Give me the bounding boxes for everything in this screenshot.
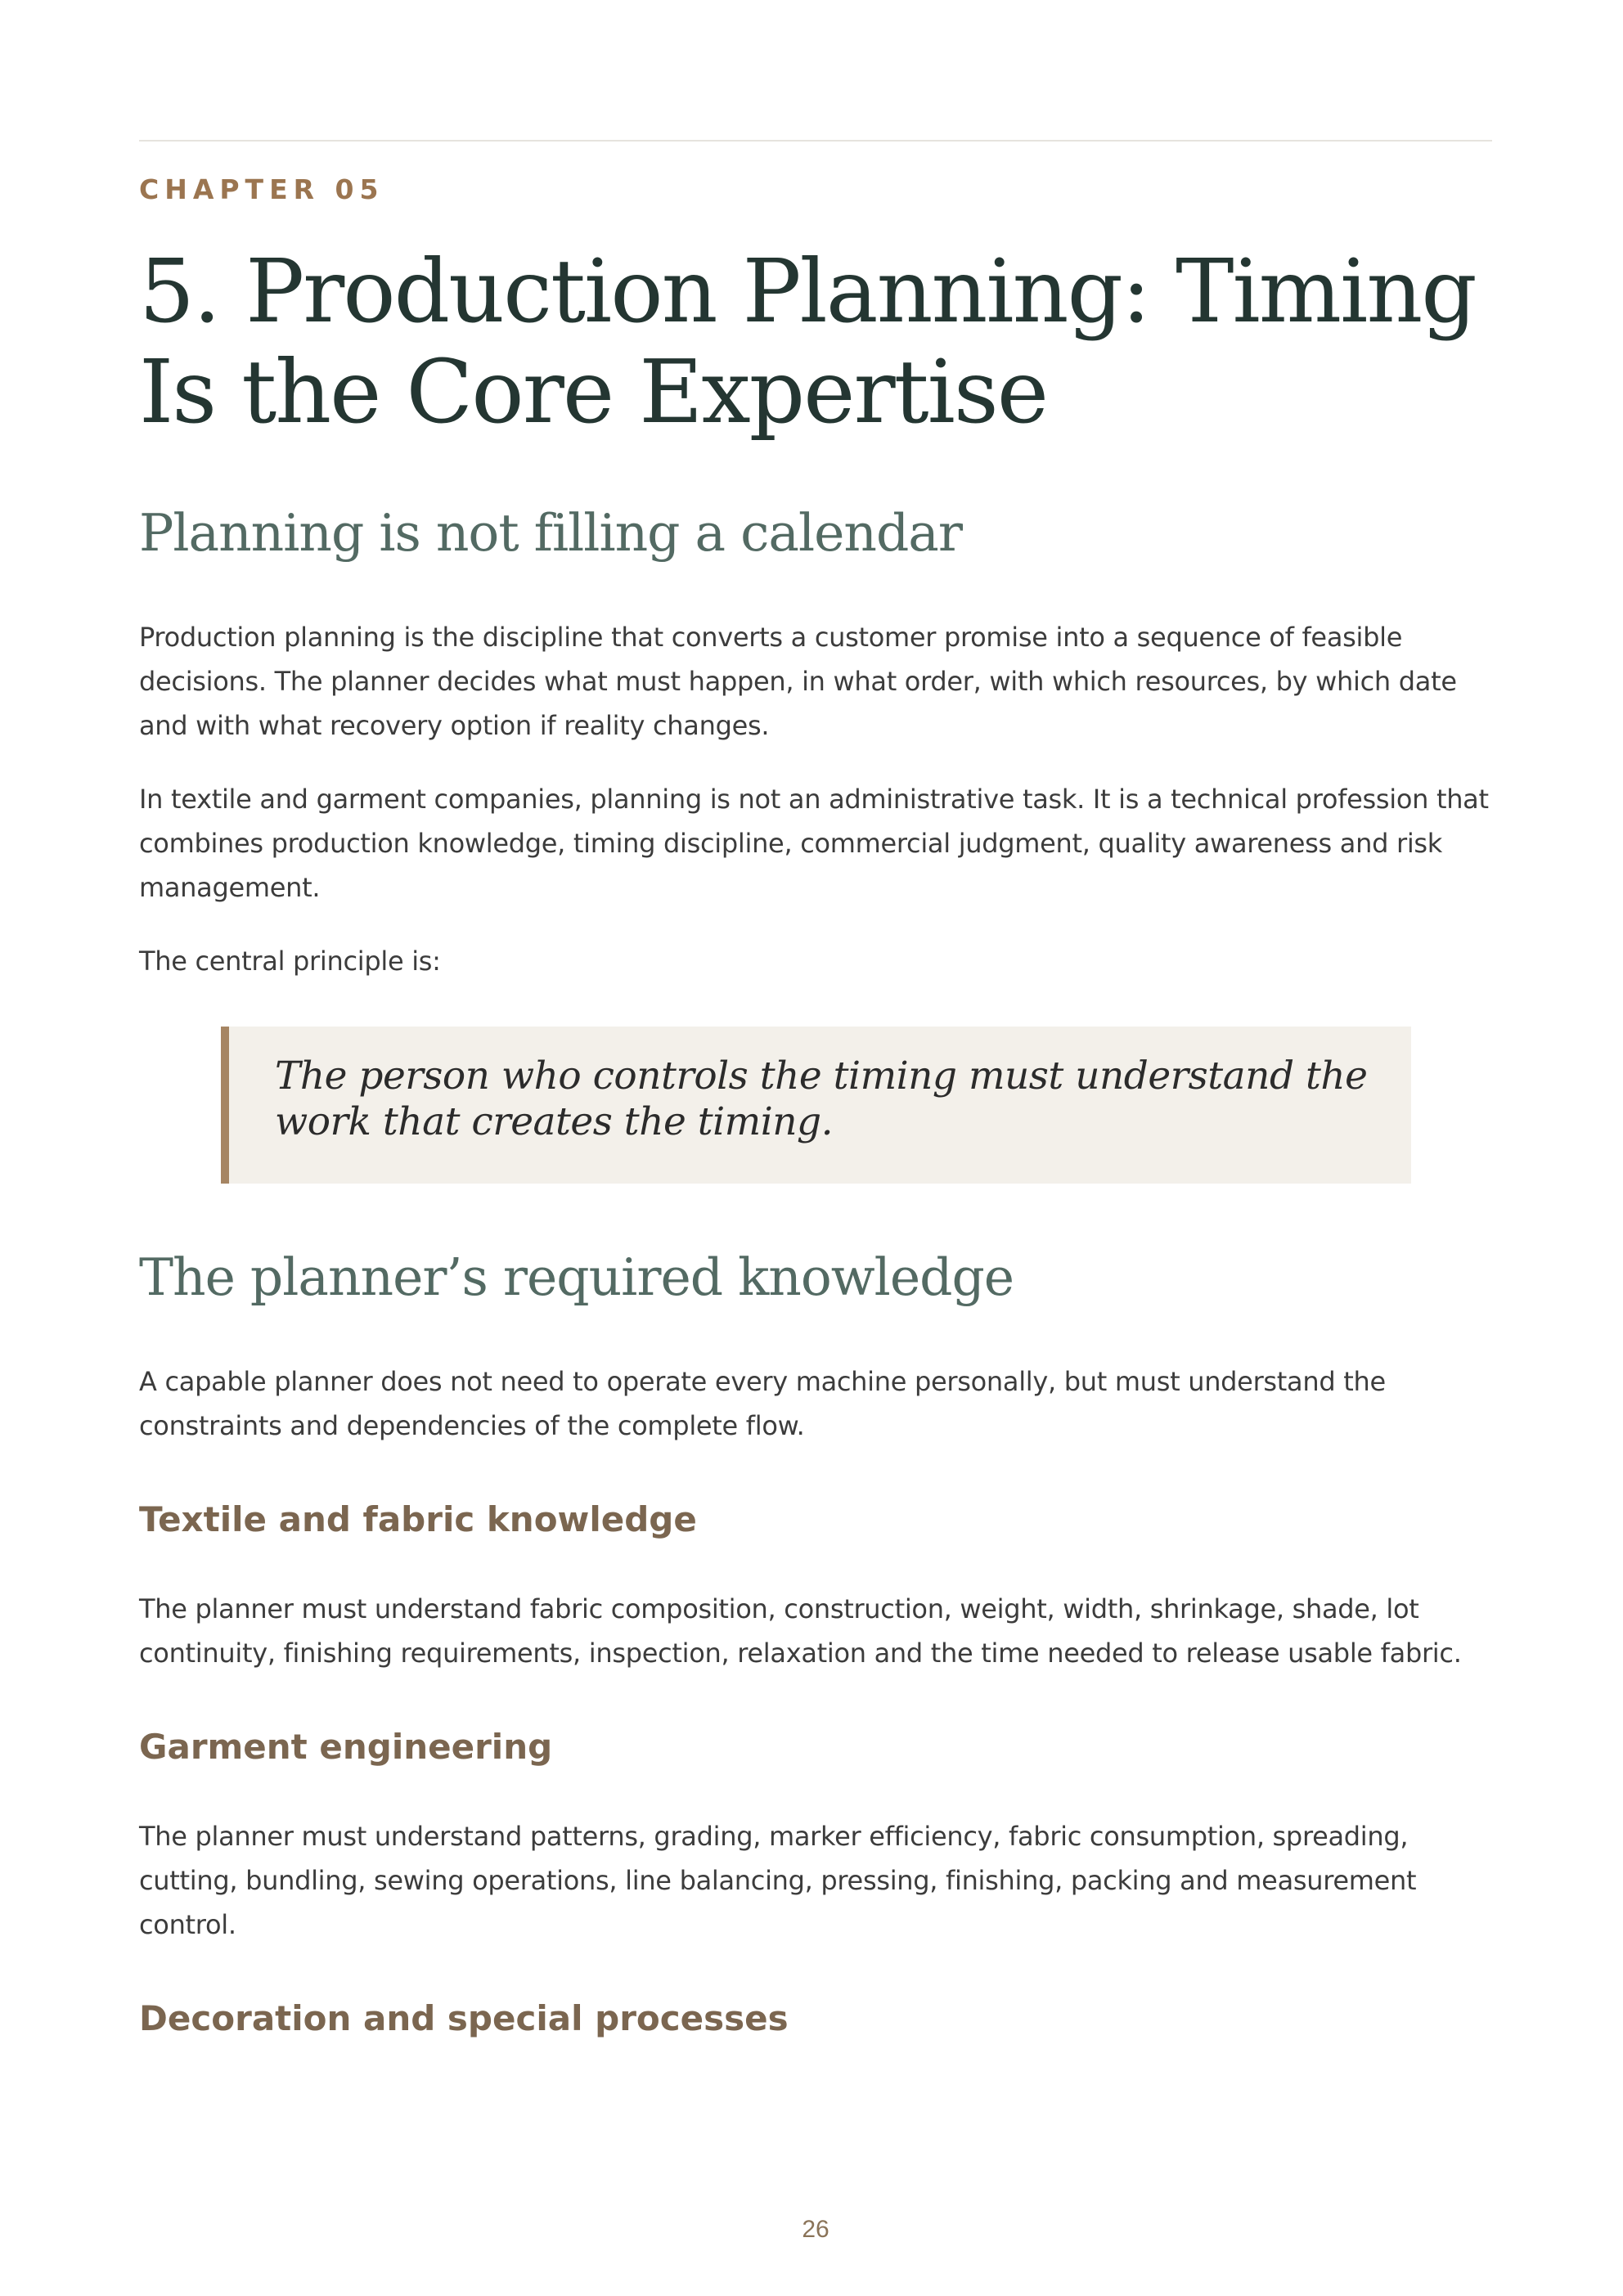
pull-quote (221, 1027, 1411, 1184)
pull-quote-text: The person who controls the timing must understand the work that creates the timing. (275, 1054, 1368, 1144)
page-number: 26 (802, 2216, 829, 2243)
section-heading-planning: Planning is not filling a calendar (139, 503, 962, 563)
paragraph-planning-1: Production planning is the discipline that converts a customer promise into a sequence of feasible decisions. The planner decides what must happen, in what order, with which resources, by which date and with what recovery option if reality changes. (139, 622, 1457, 741)
paragraph-textile-fabric: The planner must understand fabric composition, construction, weight, width, shrinkage, shade, lot continuity, finishing requirements, inspection, relaxation and the time needed to release usable fabric. (139, 1593, 1462, 1669)
subheading-decoration-processes: Decoration and special processes (139, 1998, 789, 2038)
chapter-label: CHAPTER 05 (139, 173, 384, 205)
paragraph-planning-2: In textile and garment companies, planning is not an administrative task. It is a technical profession that combines production knowledge, timing discipline, commercial judgment, quality awareness and risk management. (139, 784, 1489, 903)
paragraph-garment-engineering: The planner must understand patterns, grading, marker efficiency, fabric consumption, spreading, cutting, bundling, sewing operations, line balancing, pressing, finishing, packing and measurement control. (139, 1821, 1417, 1940)
top-divider (139, 140, 1492, 142)
chapter-title: 5. Production Planning: Timing Is the Core Expertise (139, 241, 1476, 443)
paragraph-planning-3: The central principle is: (139, 946, 441, 977)
subheading-textile-fabric: Textile and fabric knowledge (139, 1499, 697, 1539)
section-heading-knowledge: The planner’s required knowledge (139, 1247, 1014, 1307)
paragraph-knowledge-intro: A capable planner does not need to operate every machine personally, but must understand the constraints and dependencies of the complete flow. (139, 1366, 1386, 1441)
subheading-garment-engineering: Garment engineering (139, 1727, 553, 1767)
